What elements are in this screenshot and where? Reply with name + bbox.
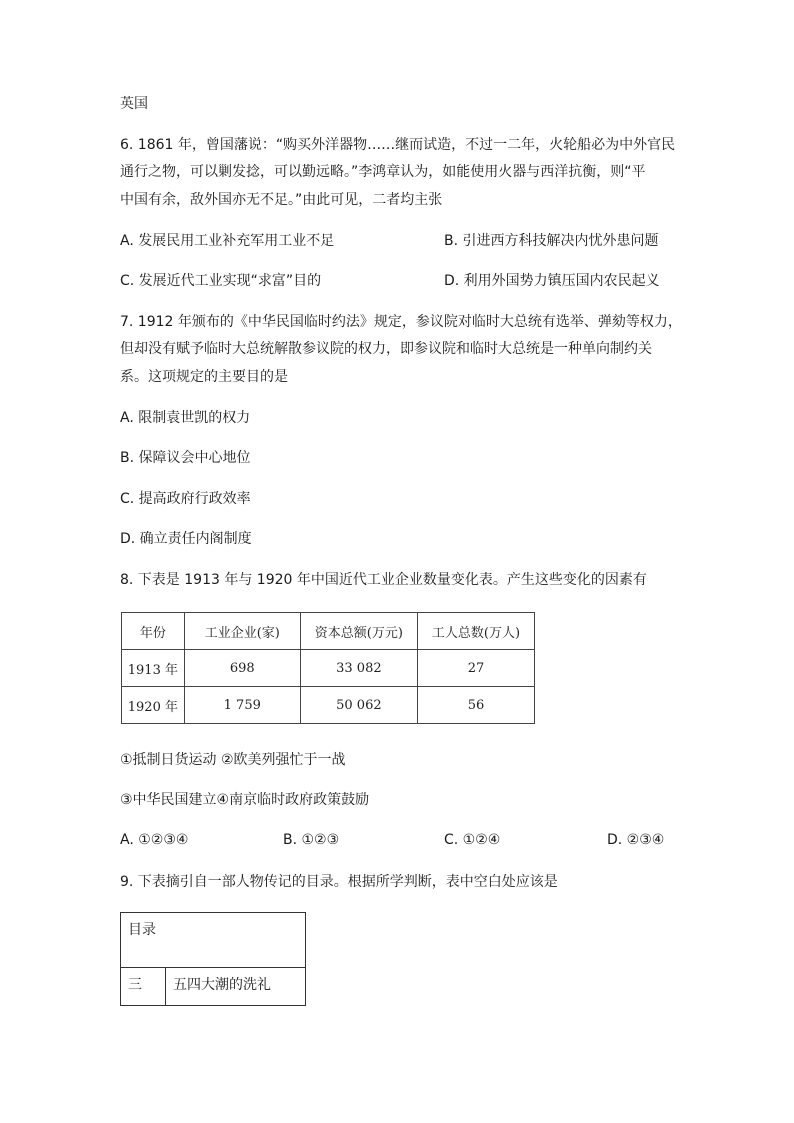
table-cell: 27 bbox=[417, 650, 534, 687]
toc-chapter-number: 三 bbox=[121, 968, 166, 1006]
q6-option-d: D. 利用外国势力镇压国内农民起义 bbox=[444, 273, 660, 289]
table-header-cell: 工业企业(家) bbox=[184, 613, 300, 650]
table-cell: 1913 年 bbox=[122, 650, 185, 687]
question-7-stem: 7. 1912 年颁布的《中华民国临时约法》规定，参议院对临时大总统有选举、弹劾等权力， bbox=[120, 314, 682, 330]
toc-header: 目录 bbox=[121, 913, 306, 968]
table-cell: 1 759 bbox=[184, 687, 300, 724]
question-8-stem: 8. 下表是 1913 年与 1920 年中国近代工业企业数量变化表。产生这些变化的因素有 bbox=[120, 572, 647, 588]
q6-option-c: C. 发展近代工业实现“求富”目的 bbox=[120, 273, 322, 289]
table-header-row bbox=[122, 613, 535, 650]
q8-option-d: D. ②③④ bbox=[607, 832, 665, 848]
q7-option-d: D. 确立责任内阁制度 bbox=[120, 531, 252, 547]
q6-option-a: A. 发展民用工业补充军用工业不足 bbox=[120, 233, 335, 249]
q7-option-b: B. 保障议会中心地位 bbox=[120, 450, 251, 466]
table-row bbox=[122, 687, 535, 724]
question-7-stem: 但却没有赋予临时大总统解散参议院的权力，即参议院和临时大总统是一种单向制约关 bbox=[120, 341, 652, 357]
biography-toc-table bbox=[120, 912, 306, 1006]
q8-option-a: A. ①②③④ bbox=[120, 832, 189, 848]
toc-chapter-title: 五四大潮的洗礼 bbox=[166, 968, 306, 1006]
question-6-stem: 6. 1861 年，曾国藩说：“购买外洋器物……继而试造，不过一二年，火轮船必为中外官民 bbox=[120, 137, 676, 153]
table-row bbox=[122, 650, 535, 687]
table-cell: 56 bbox=[417, 687, 534, 724]
q8-option-b: B. ①②③ bbox=[283, 832, 340, 848]
question-7-stem: 系。这项规定的主要目的是 bbox=[120, 369, 288, 385]
q7-option-a: A. 限制袁世凯的权力 bbox=[120, 410, 251, 426]
table-cell: 1920 年 bbox=[122, 687, 185, 724]
toc-row bbox=[121, 968, 306, 1006]
table-cell: 33 082 bbox=[300, 650, 417, 687]
question-9-stem: 9. 下表摘引自一部人物传记的目录。根据所学判断，表中空白处应该是 bbox=[120, 874, 558, 890]
text-line: 英国 bbox=[120, 96, 148, 112]
table-cell: 50 062 bbox=[300, 687, 417, 724]
q8-option-c: C. ①②④ bbox=[444, 832, 501, 848]
question-6-stem: 中国有余，敌外国亦无不足。”由此可见，二者均主张 bbox=[120, 192, 443, 208]
q6-option-b: B. 引进西方科技解决内忧外患问题 bbox=[444, 233, 659, 249]
q8-factors-line: ③中华民国建立④南京临时政府政策鼓励 bbox=[120, 792, 370, 808]
table-header-cell: 工人总数(万人) bbox=[417, 613, 534, 650]
q7-option-c: C. 提高政府行政效率 bbox=[120, 491, 251, 507]
table-header-cell: 资本总额(万元) bbox=[300, 613, 417, 650]
question-6-stem: 通行之物，可以剿发捻，可以勤远略。”李鸿章认为，如能使用火器与西洋抗衡，则“平 bbox=[120, 164, 646, 180]
q8-factors-line: ①抵制日货运动 ②欧美列强忙于一战 bbox=[120, 752, 346, 768]
table-header-cell: 年份 bbox=[122, 613, 185, 650]
industry-stats-table bbox=[121, 612, 535, 724]
table-cell: 698 bbox=[184, 650, 300, 687]
toc-header-row bbox=[121, 913, 306, 968]
